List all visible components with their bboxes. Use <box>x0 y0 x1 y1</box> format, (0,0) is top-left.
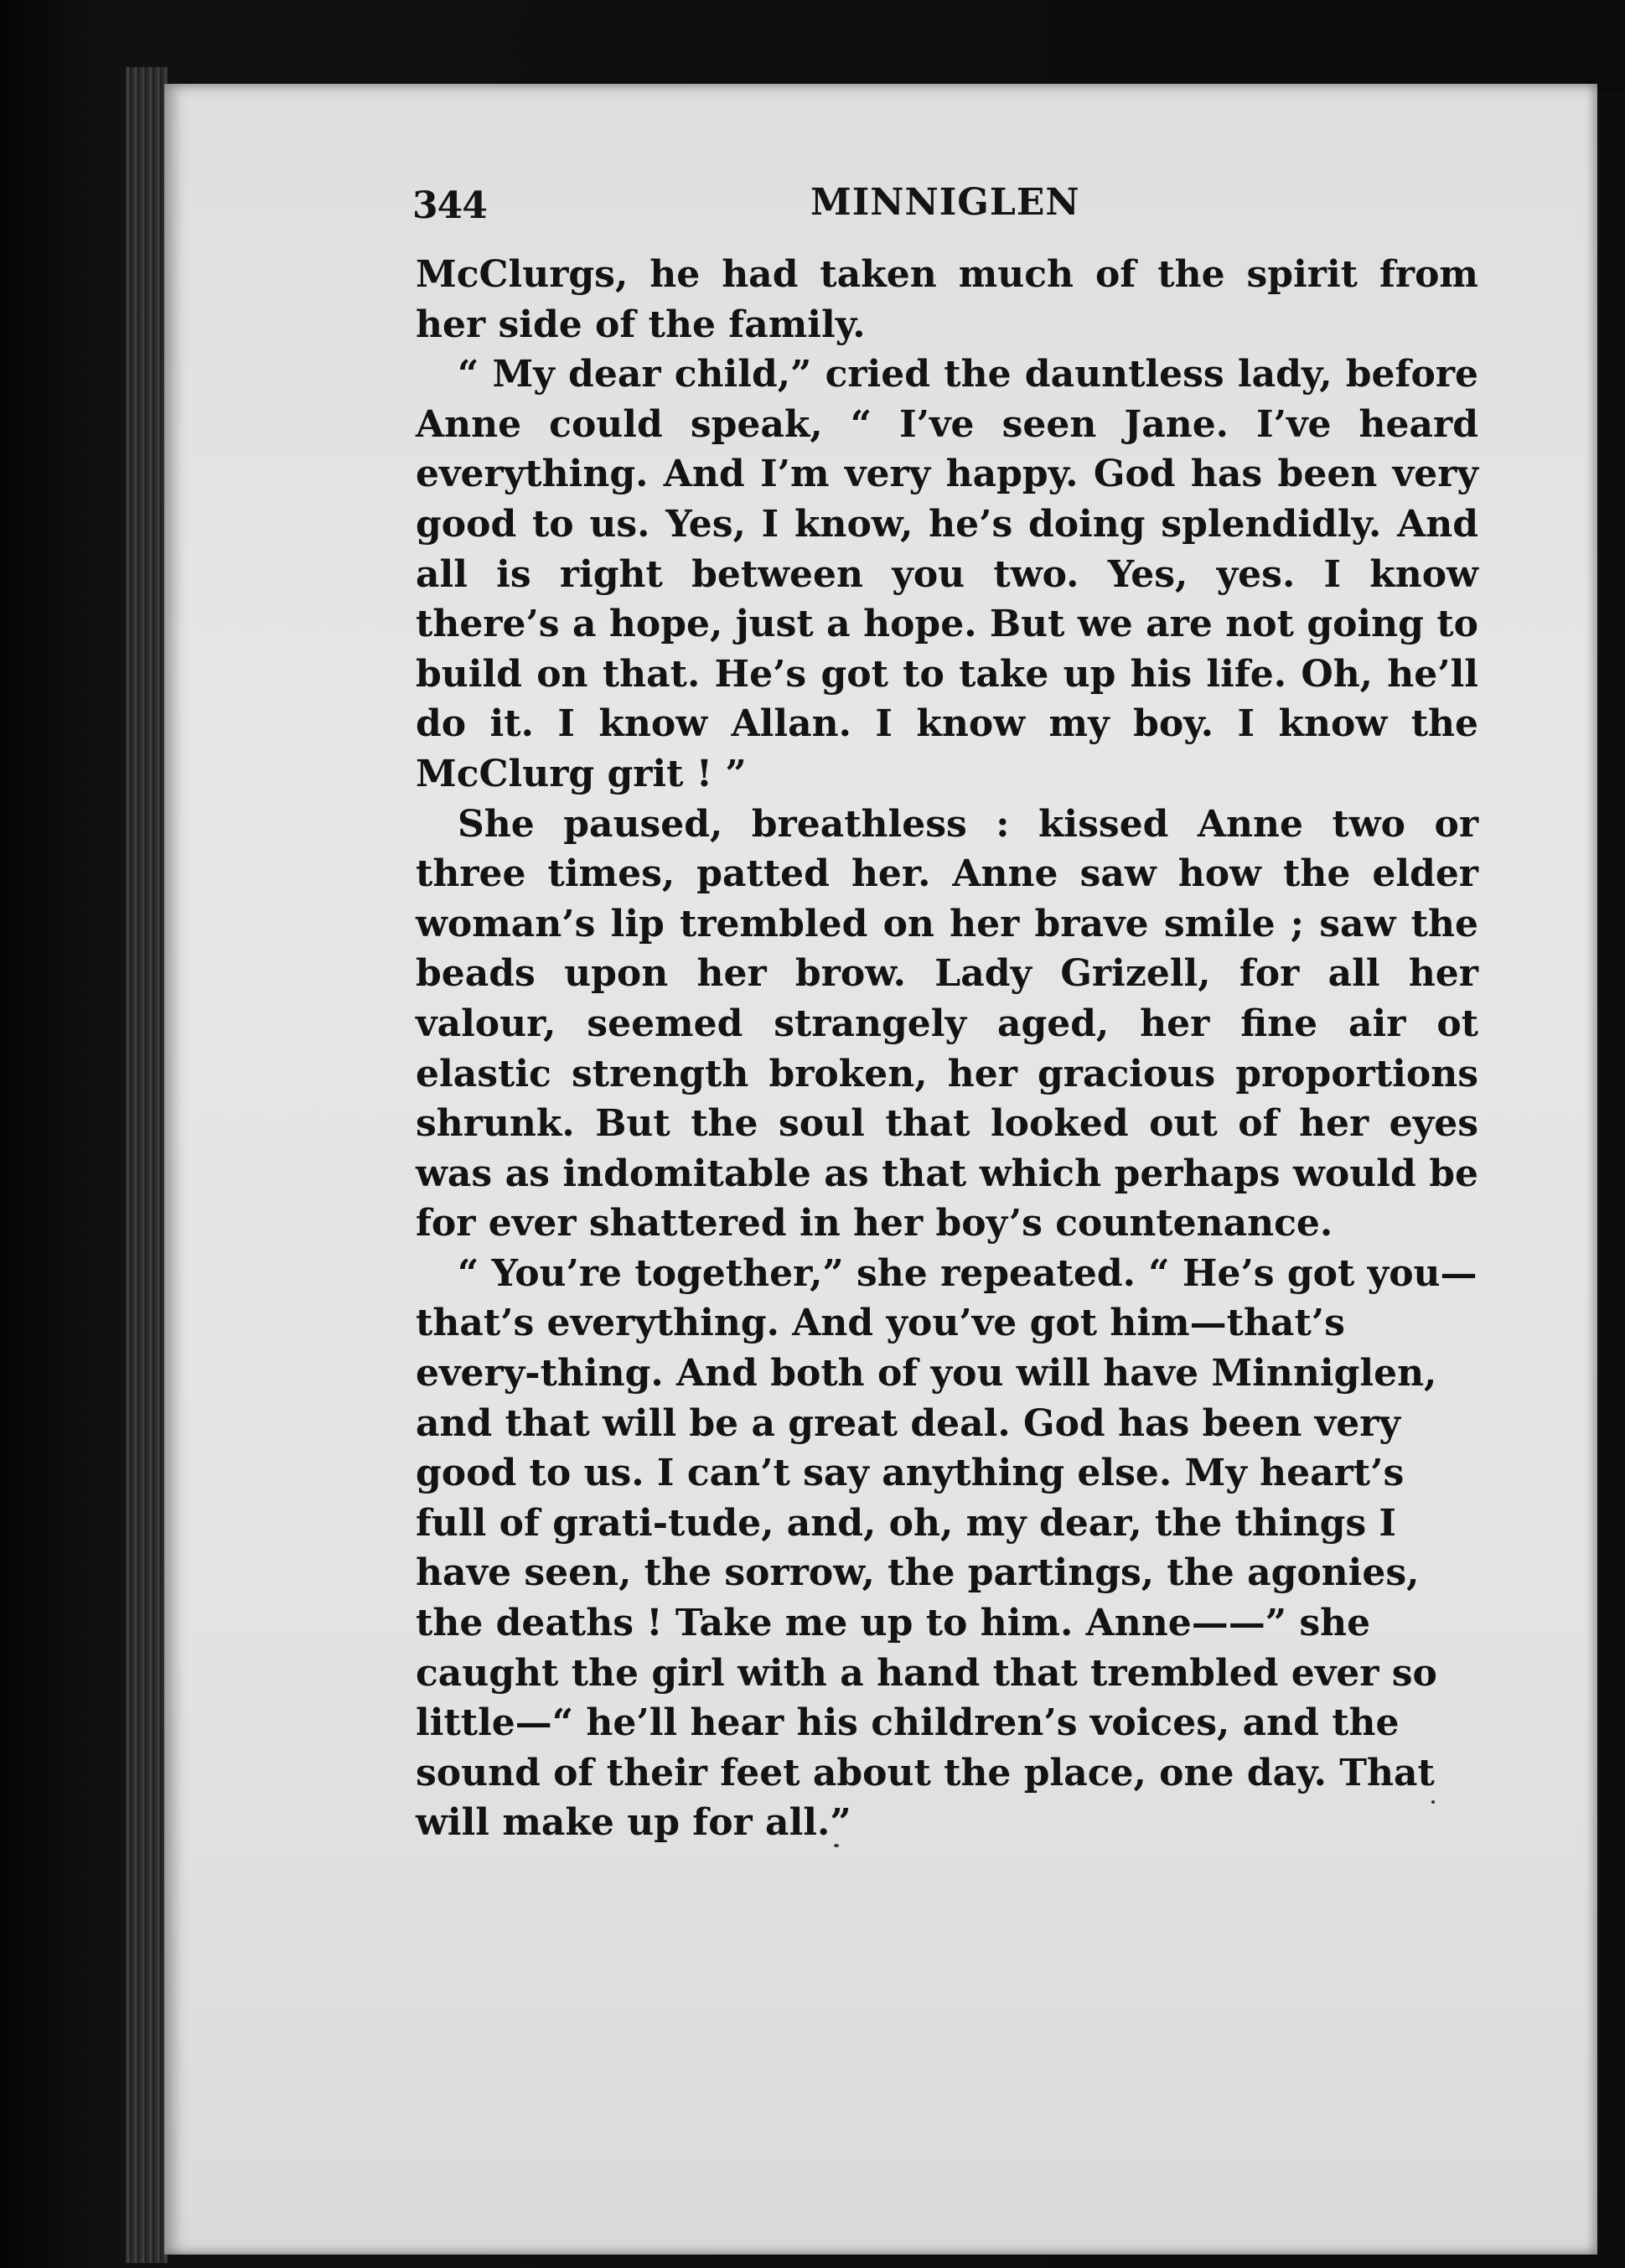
paragraph-1: McClurgs, he had taken much of the spirit from her side of the family. <box>416 253 1478 346</box>
page-number: 344 <box>412 184 487 227</box>
scan-speck <box>834 1844 839 1847</box>
paragraph-4: “ You’re together,” she repeated. “ He’s got you—that’s everything. And you’ve got him—that’s every-thing. And both of you will have Minniglen, and that will be a great deal. God has been very good to us. I can’t say anything else. My heart’s full of grati-tude, and, oh, my dear, the things I have seen, the sorrow, the partings, the agonies, the deaths ! Take me up to him. Anne——” she caught the girl with a hand that trembled ever so little—“ he’ll hear his children’s voices, and the sound of their feet about the place, one day. That will make up for all.” <box>416 1251 1478 1845</box>
paragraph-3: She paused, breathless : kissed Anne two or three times, patted her. Anne saw how the elder woman’s lip trembled on her brave smile ; saw the beads upon her brow. Lady Grizell, for all her valour, seemed strangely aged, her fine air ot elastic strength broken, her gracious proportions shrunk. But the soul that looked out of her eyes was as indomitable as that which perhaps would be for ever shattered in her boy’s countenance. <box>416 802 1478 1245</box>
body-text <box>416 250 1478 1848</box>
book-spine-edge <box>126 67 168 2263</box>
paragraph-2: “ My dear child,” cried the dauntless lady, before Anne could speak, “ I’ve seen Jane. I’ve heard everything. And I’m very happy. God has been very good to us. Yes, I know, he’s doing splendidly. And all is right between you two. Yes, yes. I know there’s a hope, just a hope. But we are not going to build on that. He’s got to take up his life. Oh, he’ll do it. I know Allan. I know my boy. I know the McClurg grit ! ” <box>416 353 1478 795</box>
running-head <box>412 181 1519 240</box>
page-right-margin-shadow <box>1597 92 1625 2268</box>
scan-speck <box>1431 1800 1435 1804</box>
book-title: MINNIGLEN <box>810 181 1080 224</box>
